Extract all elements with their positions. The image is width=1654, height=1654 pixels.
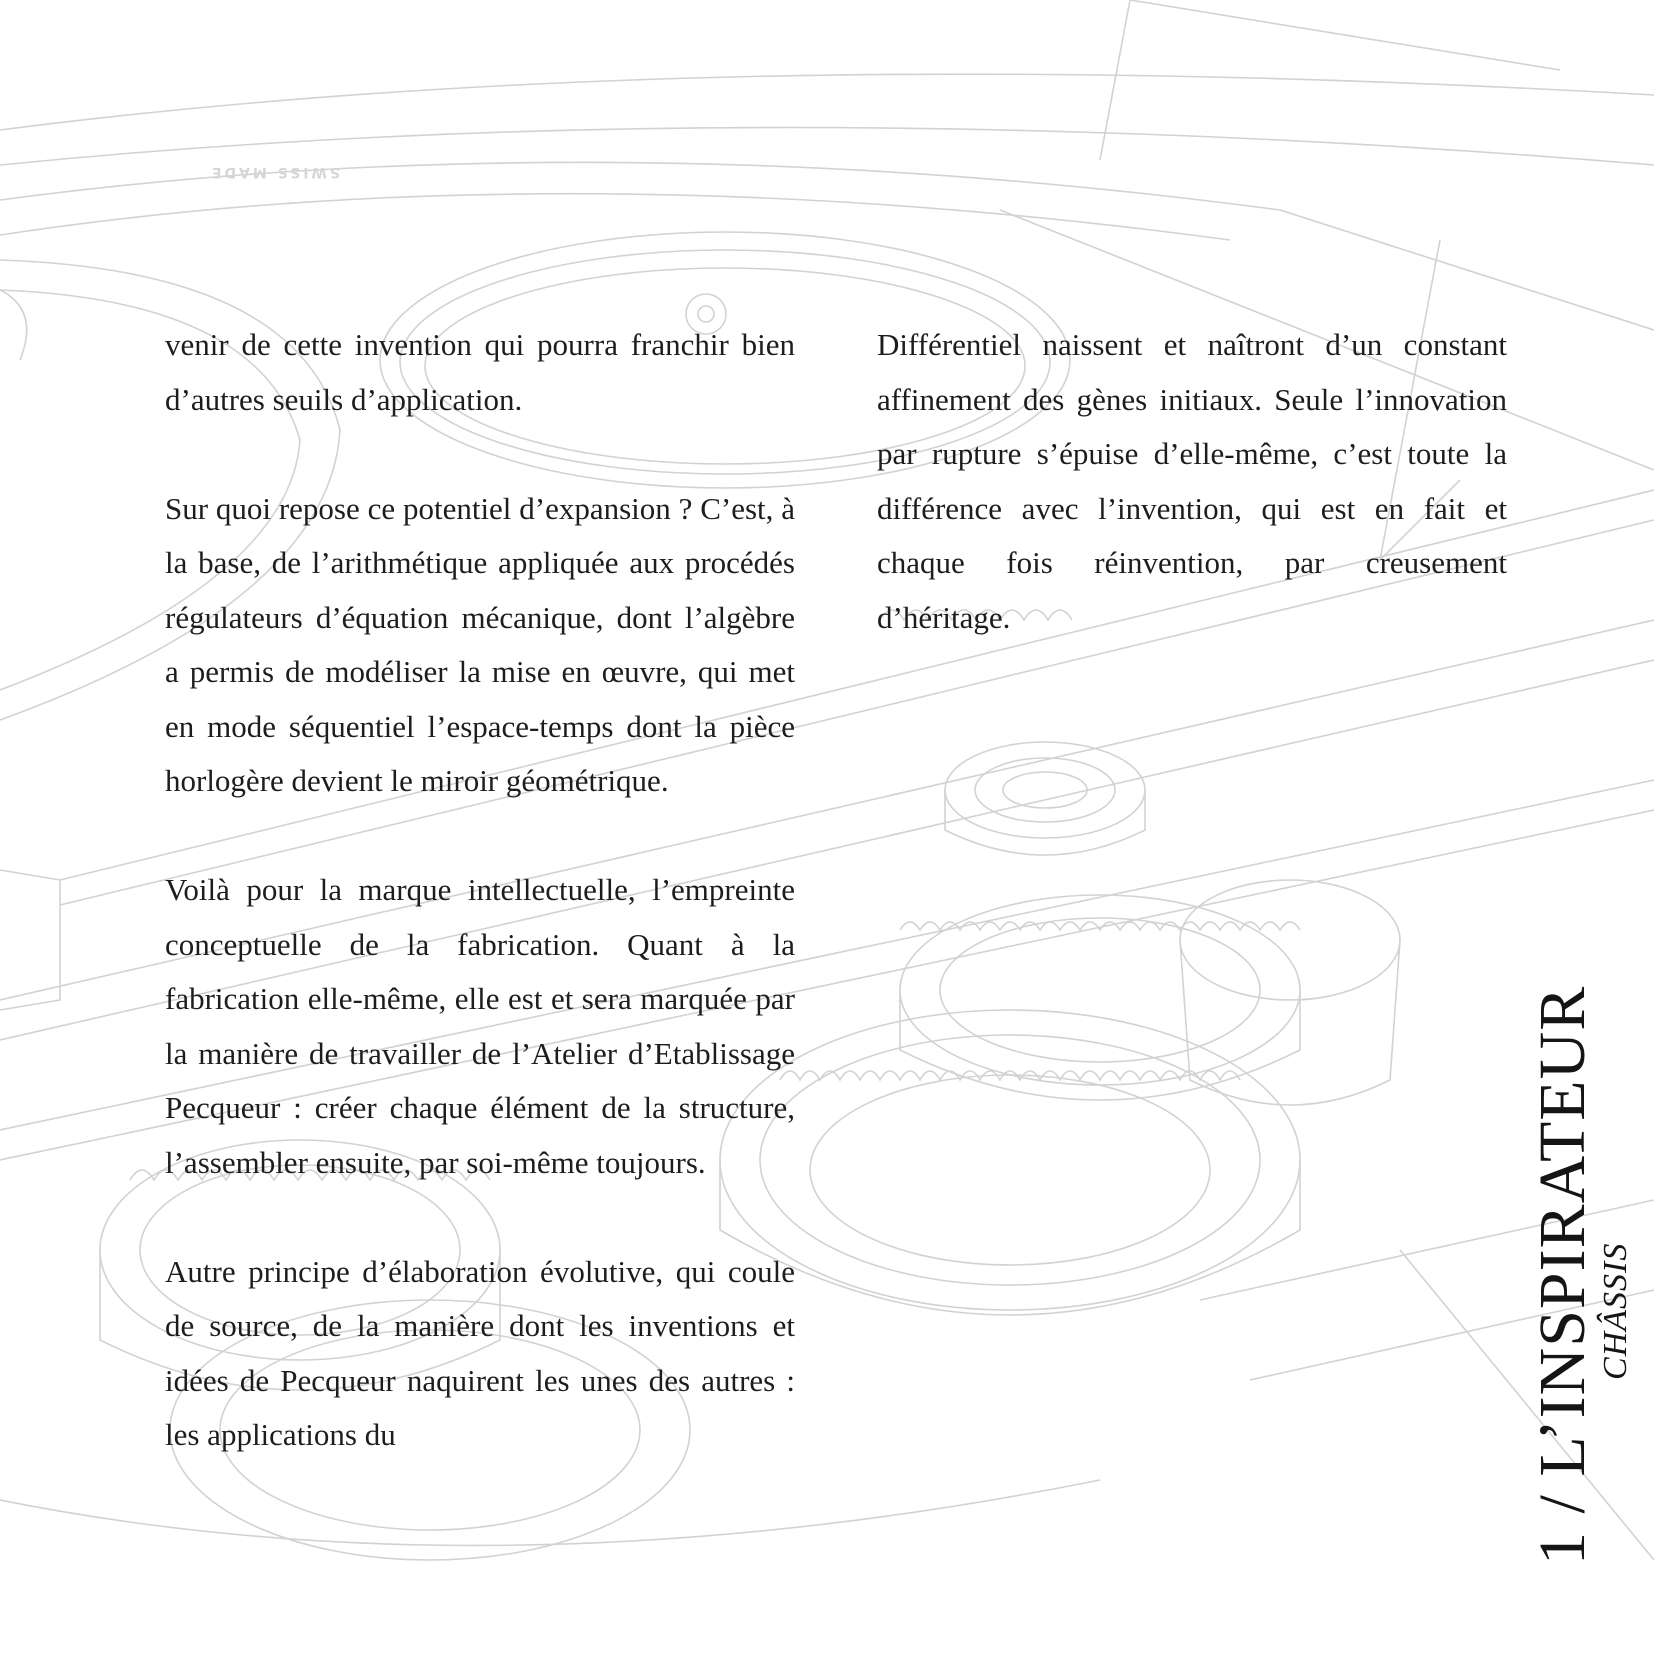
- paragraph: Autre principe d’élaboration évolutive, qui coule de source, de la manière dont les inventions et idées de Pecqueur naquirent les unes des autres : les applications du: [165, 1253, 795, 1452]
- chapter-subtitle: CHÂSSIS: [1597, 1242, 1634, 1380]
- paragraph: venir de cette invention qui pourra franchir bien d’autres seuils d’application.: [165, 327, 795, 417]
- left-text-column: [165, 318, 795, 1463]
- chapter-title: 1 / L’INSPIRATEUR: [1526, 985, 1599, 1565]
- right-text-column: [877, 318, 1507, 645]
- paragraph: Voilà pour la marque intellectuelle, l’empreinte conceptuelle de la fabrication. Quant à la fabrication elle-même, elle est et sera marquée par la manière de travailler de l’Atelier d’Etablissage Pecqueur : créer chaque élément de la structure, l’assembler ensuite, par soi-même toujours.: [165, 872, 795, 1180]
- paragraph: Sur quoi repose ce potentiel d’expansion ? C’est, à la base, de l’arithmétique appliquée aux procédés régulateurs d’équation mécanique, dont l’algèbre a permis de modéliser la mise en œuvre, qui met en mode séquentiel l’espace-temps dont la pièce horlogère devient le miroir géométrique.: [165, 490, 795, 798]
- paragraph: Différentiel naissent et naîtront d’un constant affinement des gènes initiaux. Seule l’innovation par rupture s’épuise d’elle-même, c’est toute la différence avec l’invention, qui est en fait et chaque fois réinvention, par creusement d’héritage.: [877, 327, 1507, 635]
- vertical-chapter-heading: [1526, 985, 1634, 1565]
- engraving-text: SWISS MADE: [208, 164, 340, 180]
